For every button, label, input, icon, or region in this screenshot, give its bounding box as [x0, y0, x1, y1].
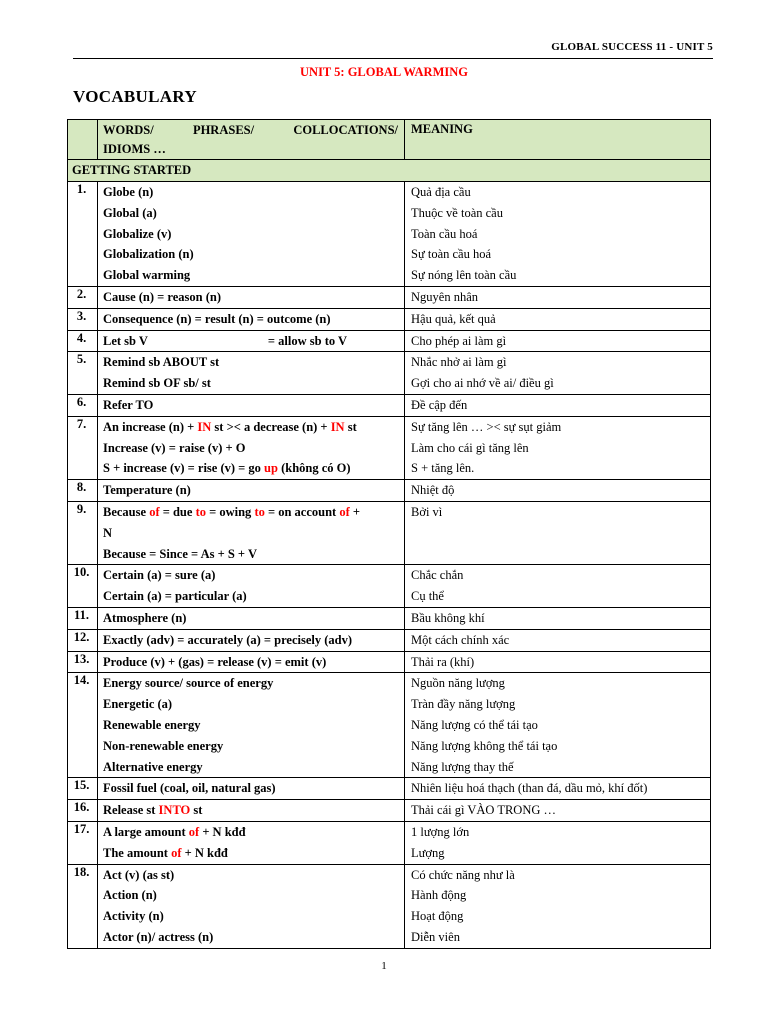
meaning-cell [405, 629, 711, 651]
word-line [103, 843, 404, 864]
word-line: Energetic (a) [103, 697, 173, 712]
row-number: 9. [68, 501, 98, 564]
word-part: Let sb V [103, 333, 148, 348]
highlight-preposition: IN [330, 419, 345, 434]
meaning-cell [405, 673, 711, 778]
words-cell [98, 821, 405, 864]
row-number: 11. [68, 607, 98, 629]
meaning-cell [405, 182, 711, 287]
row-number: 6. [68, 394, 98, 416]
words-cell [98, 394, 405, 416]
table-row [68, 800, 711, 822]
words-cell [98, 607, 405, 629]
word-part: (không có O) [277, 461, 351, 476]
words-cell [98, 673, 405, 778]
meaning-line: Năng lượng thay thế [411, 759, 514, 774]
words-cell [98, 778, 405, 800]
row-number: 13. [68, 651, 98, 673]
word-part: = on account [264, 504, 340, 519]
meaning-line: Sự tăng lên … >< sự sụt giảm [411, 419, 562, 434]
highlight-preposition: of [339, 504, 350, 519]
word-line: Refer TO [103, 397, 154, 412]
word-part: + N kđđ [199, 824, 246, 839]
table-row [68, 607, 711, 629]
highlight-preposition: INTO [158, 803, 191, 818]
word-line: Produce (v) + (gas) = release (v) = emit (v) [103, 654, 327, 669]
word-line: Remind sb ABOUT st [103, 355, 220, 370]
word-line: Act (v) (as st) [103, 867, 175, 882]
meaning-line: Bầu không khí [411, 610, 485, 625]
word-part: + [349, 504, 361, 519]
meaning-cell [405, 778, 711, 800]
row-number: 1. [68, 182, 98, 287]
word-part: An increase (n) + [103, 419, 198, 434]
word-line [103, 502, 404, 523]
table-row [68, 501, 711, 564]
word-line: Fossil fuel (coal, oil, natural gas) [103, 781, 276, 796]
word-line [103, 458, 404, 479]
row-number: 17. [68, 821, 98, 864]
meaning-line: Chắc chắn [411, 568, 464, 583]
meaning-cell [405, 864, 711, 948]
word-line: Exactly (adv) = accurately (a) = precisely (adv) [103, 632, 353, 647]
section-row [68, 160, 711, 182]
meaning-line: Quả địa cầu [411, 185, 471, 199]
word-line: Atmosphere (n) [103, 610, 187, 625]
row-number: 4. [68, 330, 98, 352]
row-number: 5. [68, 352, 98, 395]
meaning-cell [405, 565, 711, 608]
running-header: GLOBAL SUCCESS 11 - UNIT 5 [551, 41, 713, 53]
word-line: Renewable energy [103, 717, 201, 732]
word-line: Globe (n) [103, 185, 154, 199]
word-line: Certain (a) = particular (a) [103, 589, 247, 604]
header-meaning-cell [405, 120, 711, 160]
header-words-part: PHRASES/ [192, 123, 255, 137]
words-cell [98, 182, 405, 287]
words-cell [98, 501, 405, 564]
word-line: Globalization (n) [103, 247, 194, 262]
row-number: 15. [68, 778, 98, 800]
meaning-cell [405, 501, 711, 564]
row-number: 10. [68, 565, 98, 608]
table-row [68, 352, 711, 395]
meaning-line: Có chức năng như là [411, 867, 515, 882]
word-line: Cause (n) = reason (n) [103, 289, 222, 304]
meaning-line: Làm cho cái gì tăng lên [411, 440, 529, 455]
meaning-cell [405, 416, 711, 479]
word-part: + N kđđ [181, 845, 228, 860]
highlight-preposition: to [195, 504, 206, 519]
meaning-line: Hoạt động [411, 909, 464, 924]
word-part: A large amount [103, 824, 189, 839]
meaning-line: Lượng [411, 845, 445, 860]
words-cell [98, 308, 405, 330]
words-cell [98, 629, 405, 651]
vocabulary-table [67, 119, 711, 949]
table-row [68, 416, 711, 479]
table-row [68, 480, 711, 502]
meaning-line: Cụ thể [411, 589, 444, 604]
meaning-line: 1 lượng lớn [411, 824, 470, 839]
table-row [68, 673, 711, 778]
words-cell [98, 800, 405, 822]
meaning-line: Hậu quả, kết quả [411, 311, 496, 326]
word-line [103, 800, 404, 821]
meaning-line: Nhiệt độ [411, 483, 455, 498]
meaning-line: Gợi cho ai nhớ về ai/ điều gì [411, 376, 554, 391]
meaning-line: Nguồn năng lượng [411, 676, 505, 691]
words-cell [98, 352, 405, 395]
word-part: Because [103, 504, 150, 519]
meaning-line: Diễn viên [411, 929, 460, 944]
word-line: Activity (n) [103, 909, 164, 924]
word-line: Energy source/ source of energy [103, 676, 274, 691]
word-line: N [103, 525, 113, 540]
highlight-preposition: to [254, 504, 265, 519]
row-number: 18. [68, 864, 98, 948]
meaning-line: Năng lượng không thể tái tạo [411, 738, 558, 753]
highlight-preposition: IN [197, 419, 212, 434]
word-line: Global warming [103, 268, 191, 283]
unit-title: UNIT 5: GLOBAL WARMING [300, 65, 468, 79]
word-line: Actor (n)/ actress (n) [103, 929, 214, 944]
word-line: Non-renewable energy [103, 738, 224, 753]
row-number: 7. [68, 416, 98, 479]
meaning-cell [405, 352, 711, 395]
section-label: GETTING STARTED [68, 160, 711, 182]
table-row [68, 330, 711, 352]
row-number: 8. [68, 480, 98, 502]
row-number: 14. [68, 673, 98, 778]
words-cell [98, 565, 405, 608]
meaning-line: Một cách chính xác [411, 632, 510, 647]
highlight-preposition: of [171, 845, 182, 860]
table-row [68, 821, 711, 864]
table-row [68, 778, 711, 800]
meaning-line: Sự toàn cầu hoá [411, 247, 492, 262]
meaning-cell [405, 800, 711, 822]
header-words-line-2: IDIOMS … [103, 142, 166, 156]
meaning-line: Nhắc nhở ai làm gì [411, 355, 507, 370]
header-words-part: COLLOCATIONS/ [293, 123, 398, 137]
words-cell [98, 416, 405, 479]
word-part: st >< a decrease (n) + [211, 419, 331, 434]
word-line: Globalize (v) [103, 226, 172, 241]
table-row [68, 394, 711, 416]
word-line: Certain (a) = sure (a) [103, 568, 216, 583]
meaning-line: Nguyên nhân [411, 289, 478, 304]
header-rule [73, 58, 713, 59]
highlight-preposition: of [188, 824, 200, 839]
header-words-part: WORDS/ [103, 123, 154, 137]
meaning-cell [405, 607, 711, 629]
word-line: Alternative energy [103, 759, 203, 774]
table-row [68, 565, 711, 608]
meaning-line: Thuộc về toàn cầu [411, 205, 503, 220]
page-number: 1 [381, 960, 387, 972]
word-part: = due [159, 504, 196, 519]
meaning-line: Toàn cầu hoá [411, 226, 478, 241]
meaning-cell [405, 821, 711, 864]
word-line [103, 822, 404, 843]
meaning-line: Hành động [411, 888, 467, 903]
meaning-line: Sự nóng lên toàn cầu [411, 268, 517, 283]
table-row [68, 182, 711, 287]
words-cell [98, 864, 405, 948]
meaning-line: Bởi vì [411, 504, 443, 519]
row-number: 2. [68, 286, 98, 308]
table-row [68, 308, 711, 330]
word-part: = allow sb to V [267, 333, 348, 348]
header-meaning-label: MEANING [411, 122, 473, 136]
header-num-cell [68, 120, 98, 160]
word-line: Increase (v) = raise (v) + O [103, 440, 246, 455]
header-words-cell [98, 120, 405, 160]
meaning-cell [405, 330, 711, 352]
highlight-preposition: up [264, 461, 278, 476]
words-cell [98, 651, 405, 673]
highlight-preposition: of [149, 504, 160, 519]
word-line: Because = Since = As + S + V [103, 546, 257, 561]
meaning-cell [405, 394, 711, 416]
word-line: Remind sb OF sb/ st [103, 376, 211, 391]
meaning-line: Thải cái gì VÀO TRONG … [411, 803, 557, 818]
table-row [68, 651, 711, 673]
table-row [68, 629, 711, 651]
table-header-row [68, 120, 711, 160]
word-line: Global (a) [103, 205, 157, 220]
word-part: = owing [205, 504, 255, 519]
word-line [103, 417, 404, 438]
section-title: VOCABULARY [73, 87, 197, 106]
meaning-cell [405, 651, 711, 673]
word-line: Temperature (n) [103, 483, 191, 498]
word-part: S + increase (v) = rise (v) = go [103, 461, 265, 476]
word-part: st [190, 803, 203, 818]
meaning-line: S + tăng lên. [411, 461, 475, 476]
words-cell [98, 286, 405, 308]
word-part: st [344, 419, 357, 434]
meaning-line: Cho phép ai làm gì [411, 333, 507, 348]
meaning-line: Tràn đầy năng lượng [411, 697, 516, 712]
row-number: 12. [68, 629, 98, 651]
meaning-line: Nhiên liệu hoá thạch (than đá, dầu mỏ, khí đốt) [411, 781, 648, 796]
table-row [68, 286, 711, 308]
word-line: Consequence (n) = result (n) = outcome (n) [103, 311, 331, 326]
row-number: 3. [68, 308, 98, 330]
meaning-line: Thải ra (khí) [411, 654, 475, 669]
word-part: Release st [103, 803, 159, 818]
table-row [68, 864, 711, 948]
word-line: Action (n) [103, 888, 157, 903]
words-cell [98, 330, 405, 352]
meaning-line: Năng lượng có thể tái tạo [411, 717, 538, 732]
meaning-line: Đề cập đến [411, 397, 468, 412]
row-number: 16. [68, 800, 98, 822]
meaning-cell [405, 480, 711, 502]
word-line [103, 331, 404, 352]
header-words-line-1 [103, 121, 404, 140]
words-cell [98, 480, 405, 502]
meaning-cell [405, 286, 711, 308]
word-part: The amount [103, 845, 172, 860]
meaning-cell [405, 308, 711, 330]
